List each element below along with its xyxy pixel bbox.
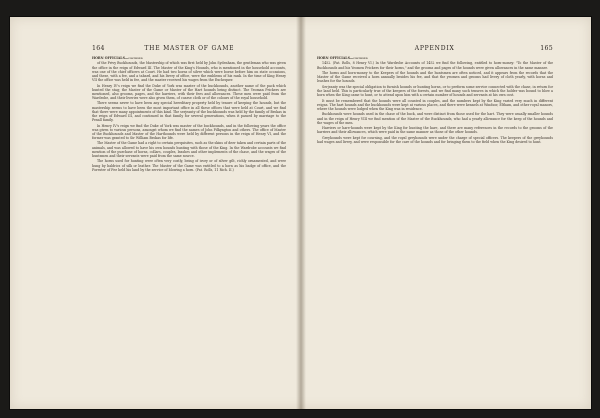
right-page-number: 165: [540, 45, 553, 52]
right-running-head: [317, 45, 553, 52]
right-page: [301, 17, 591, 409]
right-paragraph: 1452. (Pat. Rolls, 8 Henry VI.) In the Wardrobe Accounts of 1452 we find the following, entitled to horn-money: "To the Master of the Buckhounds and his Yeomen Prickers for their horns," and the grooms and pages of the hounds were given allowances in the same manner.: [317, 61, 553, 70]
left-paragraph: The horns used for hunting were often very costly, being of ivory or of silver gilt, richly ornamented, and were hung by baldrics of silk or leather. The Master of the Game was entitled to a horn as his badge of office, and the Forester of Fee held his land by the service of blowing a horn. (Pat. Rolls, 11 Rich. II.): [92, 159, 286, 172]
book-spread: [10, 17, 591, 409]
left-page-number: 164: [92, 45, 105, 52]
right-paragraph: Serjeanty was the special obligation to furnish hounds or hunting horns, or to perform some service connected with the chase, in return for the land held. This is particularly true of the keepers of the forests, and we find many such tenures in which the holder was bound to blow a horn when the King came to hunt, or to attend upon him with a certain number of hounds and servants at his own cost.: [317, 84, 553, 98]
left-section-heading: HORN OFFICIALS—continued: [92, 56, 143, 60]
left-paragraph: In Henry IV's reign we find the Duke of York was master of the buckhounds, and in the following years the office was given to various persons, amongst whom we find the names of John Pilkyngton and others. The office of Master of the Buckhounds and Master of the Harthounds were held by different persons in the reign of Henry VI, and the former was granted to Sir William Brokas for life.: [92, 123, 286, 140]
right-paragraph: It must be remembered that the hounds were all counted in couples, and the numbers kept by the King varied very much in different reigns. The hart hounds and the buckhounds were kept at various places, and there were kennels at Windsor, Eltham, and other royal manors, where the hounds were lodged when the King was in residence.: [317, 98, 553, 111]
right-paragraph: Buckhounds were hounds used in the chase of the buck, and were distinct from those used for the hart. They were usually smaller hounds and in the reign of Henry VIII we find mention of the Master of the Buckhounds, who had a yearly allowance for the keep of the hounds and the wages of the men.: [317, 112, 553, 125]
right-paragraph: Greyhounds were kept for coursing, and the royal greyhounds were under the charge of special officers. The keepers of the greyhounds had wages and livery, and were responsible for the care of the hounds and for bringing them to the field when the King desired to hunt.: [317, 135, 553, 144]
left-paragraph: The Master of the Game had a right to certain perquisites, such as the skins of deer taken and certain parts of the animals, and was allowed to have his own hounds hunting with those of the King. In the Wardrobe accounts we find mention of the purchase of horns, collars, couples, leashes and other implements of the chase, and the wages of the huntsmen and their servants were paid from the same source.: [92, 141, 286, 158]
right-running-title: APPENDIX: [414, 45, 455, 52]
left-page: [10, 17, 300, 409]
left-running-title: THE MASTER OF GAME: [144, 45, 235, 52]
left-running-head: [92, 45, 286, 52]
left-paragraph: In Henry IV's reign we find the Duke of York was master of the buckhounds, another name of the pack which hunted the stag; the Master of the Game or Master of the Hart hounds being distinct. The Yeoman Prickers are mentioned, also grooms, pages, and the harriers, with their fees and allowances. These men were paid from the Wardrobe, and their liveries were also given them, of coarse cloth or of the colours of the royal household.: [92, 83, 286, 100]
right-section-heading: HORN OFFICIALS—continued: [317, 56, 368, 60]
right-paragraph: Harriers or hare-hounds were kept by the King for hunting the hare, and there are many references in the records to the grooms of the harriers and their allowances, which were paid in the same manner as those of the other hounds.: [317, 126, 553, 135]
right-text-block: [317, 56, 553, 144]
left-paragraph: of the Privy Buckhounds, the Mastership of which was first held by John Sydenham, the gentleman who was given the office in the reign of Edward III. The Master of the King's Hounds, who is mentioned in the household accounts, was one of the chief officers at Court. He had two horns of silver which were borne before him on state occasions, and these, with a fee, and a tabard, and his livery of office, were the emblems of his rank. In the time of King Henry VII the office was held in fee, and the master received his wages from the Exchequer.: [92, 61, 286, 83]
left-paragraph: There seems never to have been any special hereditary property held by tenure of keeping the hounds, but the mastership seems to have been the most important office in all these offices that were held at Court, and we find that there were many appointments of this kind. The serjeanty of the buckhounds was held by the family of Brokas in the reign of Edward III, and continued in that family for several generations, when it passed by marriage to the Pexall family.: [92, 101, 286, 123]
right-paragraph: The horns and horn-money to the Keepers of the hounds and the huntsmen are often noticed, and it appears from the records that the Master of the Game received a horn annually besides his fee, and that the yeomen and grooms had livery of cloth yearly, with horns and leashes for the hounds.: [317, 71, 553, 84]
left-text-block: [92, 56, 286, 172]
